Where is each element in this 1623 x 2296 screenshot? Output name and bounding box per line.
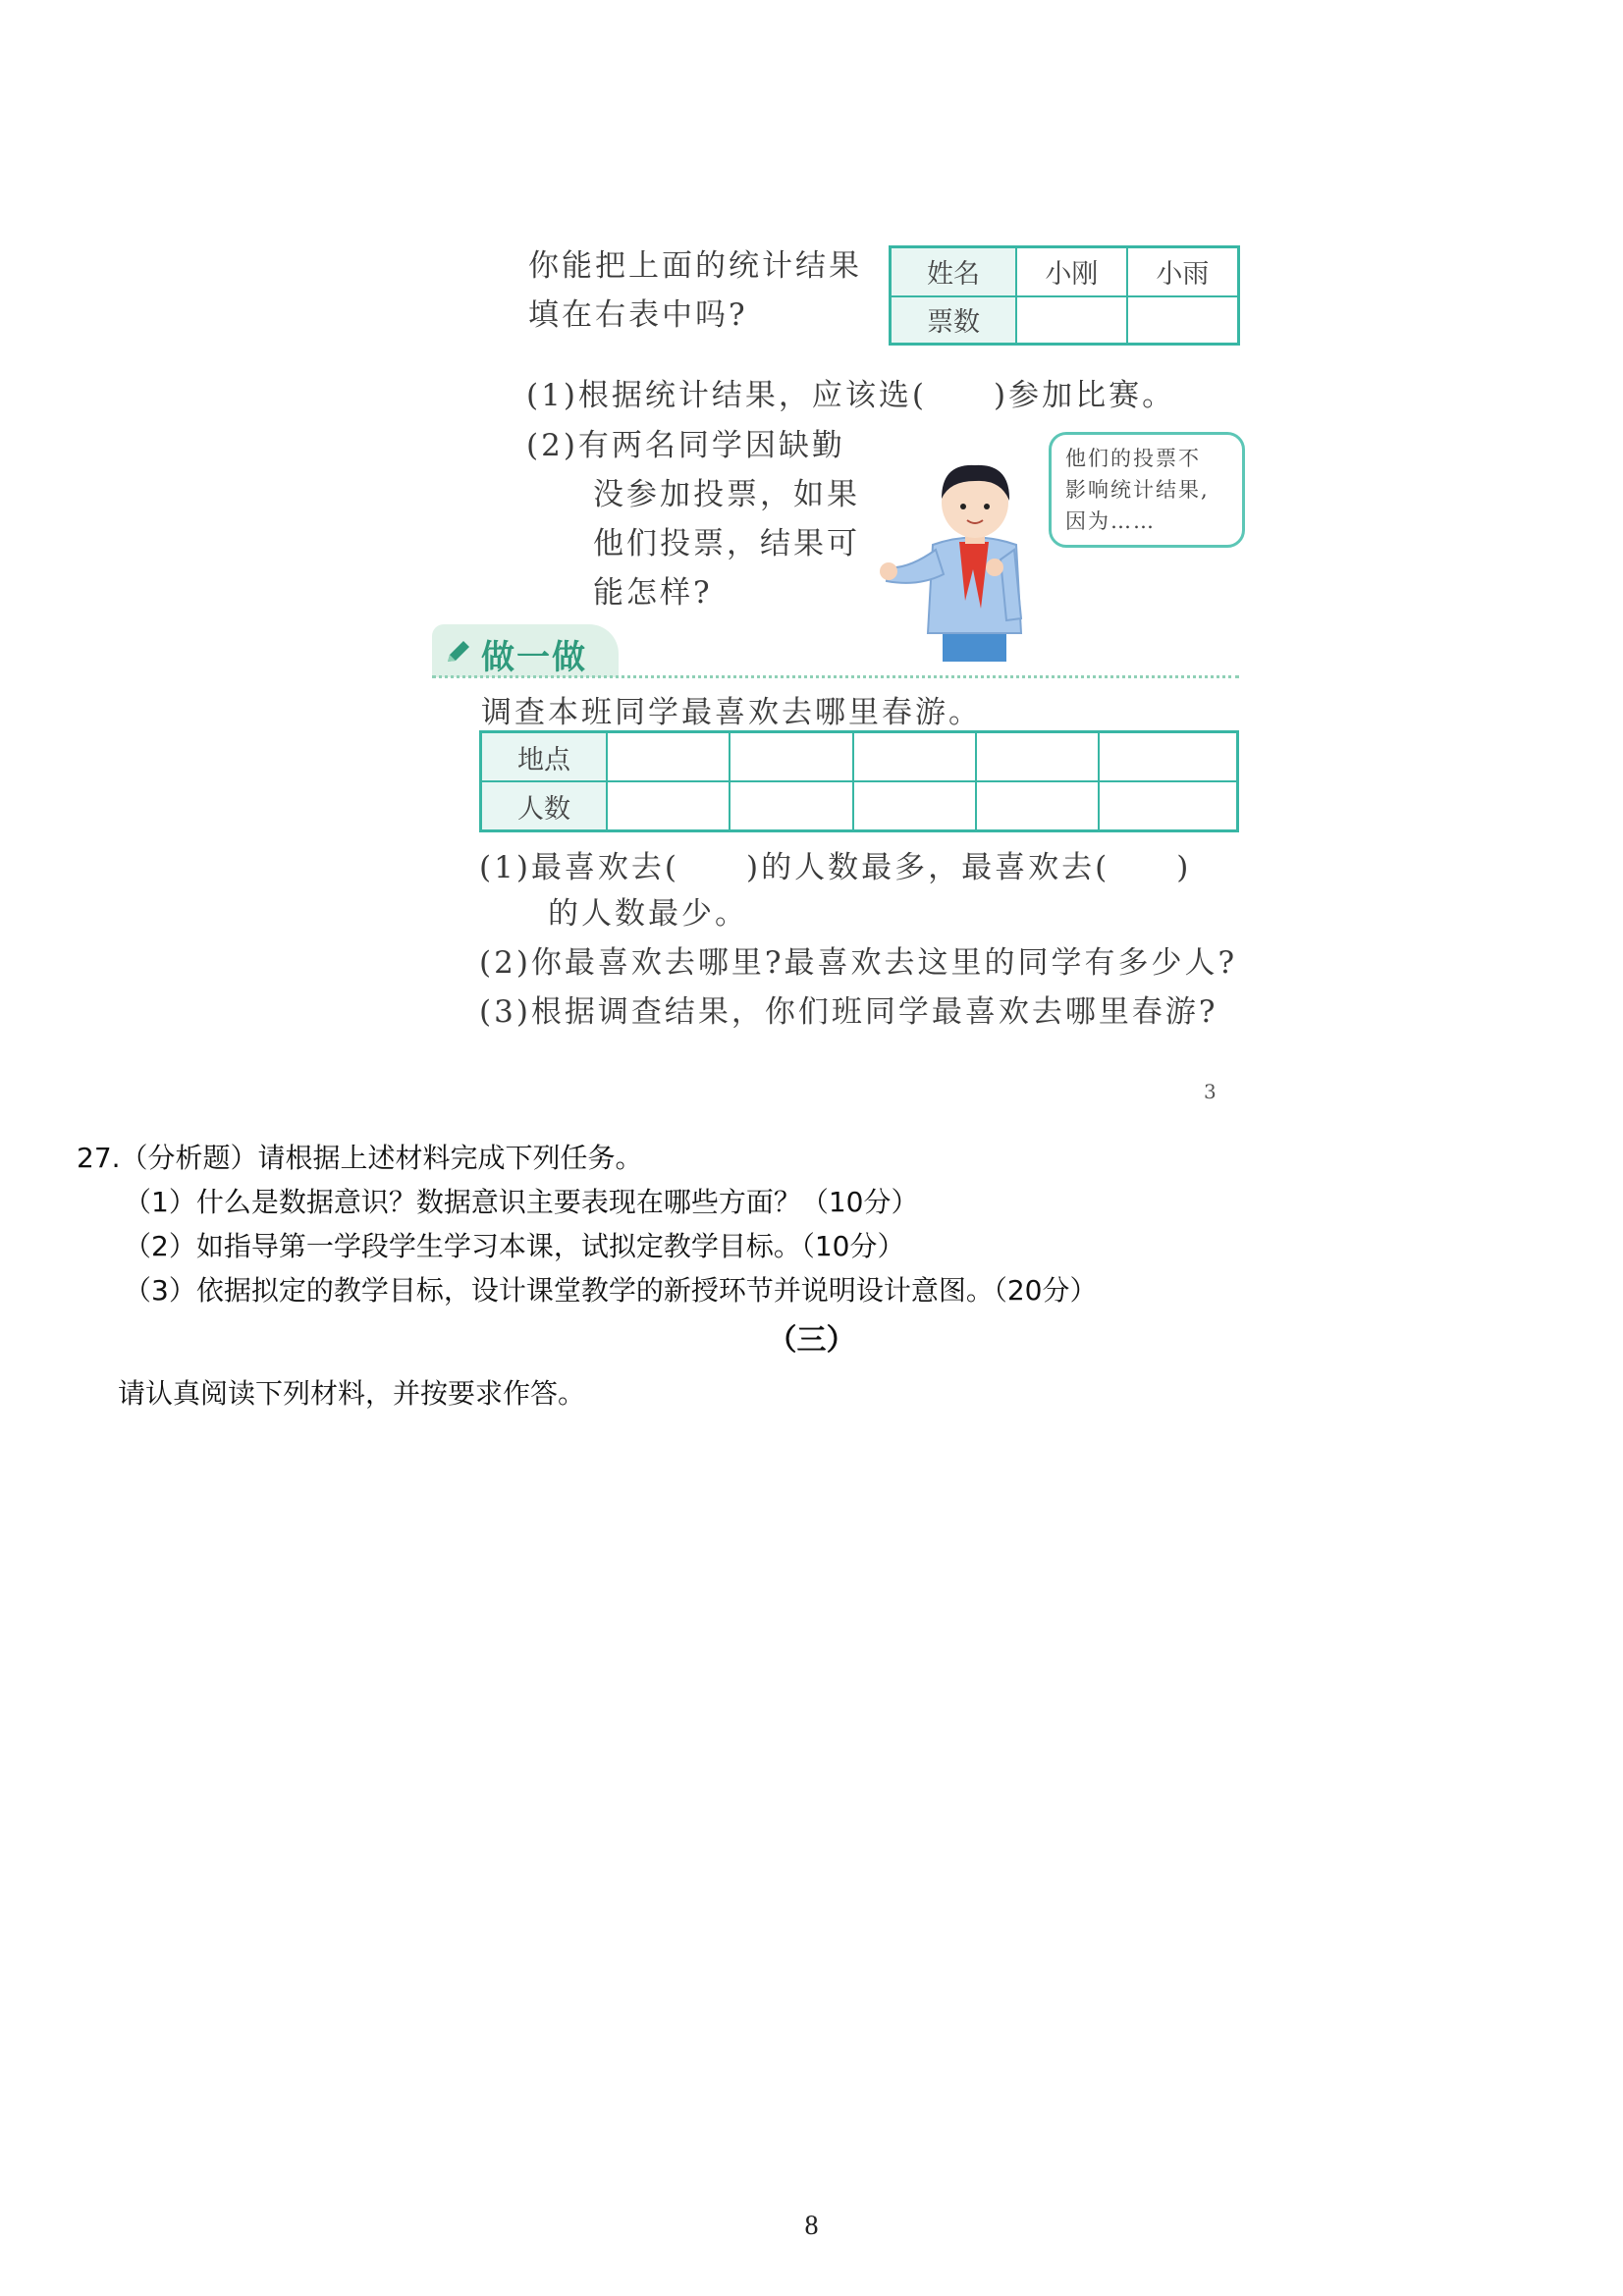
- textbook-q2-line-3: 他们投票，结果可: [593, 526, 860, 561]
- section-three-instruction: 请认真阅读下列材料，并按要求作答。: [118, 1377, 586, 1410]
- survey-table-place-header: 地点: [481, 732, 608, 782]
- intro-line-2: 填在右表中吗?: [528, 297, 748, 333]
- vote-table-count-header: 票数: [891, 296, 1017, 345]
- vote-table-name-header: 姓名: [891, 247, 1017, 296]
- vote-table-name-2: 小雨: [1127, 247, 1239, 296]
- speech-bubble-line-2: 影响统计结果,: [1065, 478, 1210, 502]
- textbook-q2-line-2: 没参加投票，如果: [593, 477, 860, 512]
- survey-table-cell: [1099, 781, 1237, 831]
- survey-table-cell: [976, 732, 1099, 782]
- textbook-q2-line-1: (2)有两名同学因缺勤: [526, 428, 845, 463]
- speech-bubble-line-3: 因为……: [1065, 509, 1156, 533]
- vote-table-name-1: 小刚: [1016, 247, 1127, 296]
- survey-q1-line-1: (1)最喜欢去( )的人数最多，最喜欢去( ): [479, 850, 1192, 885]
- survey-table-cell: [607, 781, 730, 831]
- survey-table: [479, 730, 1239, 832]
- section-label: 做一做: [481, 638, 587, 677]
- pencil-icon: [444, 638, 473, 667]
- student-illustration: [879, 452, 1075, 663]
- textbook-page-number: 3: [1204, 1080, 1217, 1103]
- page-number: 8: [804, 2211, 819, 2241]
- survey-table-cell: [853, 781, 976, 831]
- survey-intro: 调查本班同学最喜欢去哪里春游。: [481, 695, 982, 730]
- survey-table-cell: [853, 732, 976, 782]
- textbook-q1: (1)根据统计结果，应该选( )参加比赛。: [526, 378, 1176, 413]
- question-title: 27.（分析题）请根据上述材料完成下列任务。: [77, 1142, 643, 1174]
- survey-table-count-header: 人数: [481, 781, 608, 831]
- question-item-1: （1）什么是数据意识？数据意识主要表现在哪些方面？（10分）: [124, 1186, 919, 1218]
- survey-q3: (3)根据调查结果，你们班同学最喜欢去哪里春游?: [479, 994, 1218, 1030]
- section-three-heading: （三）: [767, 1323, 856, 1358]
- section-divider: [432, 675, 1239, 678]
- question-item-2: （2）如指导第一学段学生学习本课，试拟定教学目标。（10分）: [124, 1230, 905, 1262]
- vote-table-count-cell: [1016, 296, 1127, 345]
- survey-table-cell: [976, 781, 1099, 831]
- survey-table-cell: [1099, 732, 1237, 782]
- survey-q1-line-2: 的人数最少。: [548, 896, 748, 932]
- survey-q2: (2)你最喜欢去哪里?最喜欢去这里的同学有多少人?: [479, 945, 1238, 981]
- survey-table-cell: [730, 781, 852, 831]
- intro-line-1: 你能把上面的统计结果: [528, 248, 862, 284]
- speech-bubble: [1049, 432, 1245, 548]
- question-item-3: （3）依据拟定的教学目标，设计课堂教学的新授环节并说明设计意图。（20分）: [124, 1274, 1098, 1307]
- section-banner: [432, 624, 619, 677]
- vote-table-count-cell: [1127, 296, 1239, 345]
- textbook-q2-line-4: 能怎样?: [593, 575, 713, 611]
- survey-table-cell: [730, 732, 852, 782]
- vote-table: [889, 245, 1240, 346]
- speech-bubble-line-1: 他们的投票不: [1065, 447, 1201, 470]
- survey-table-cell: [607, 732, 730, 782]
